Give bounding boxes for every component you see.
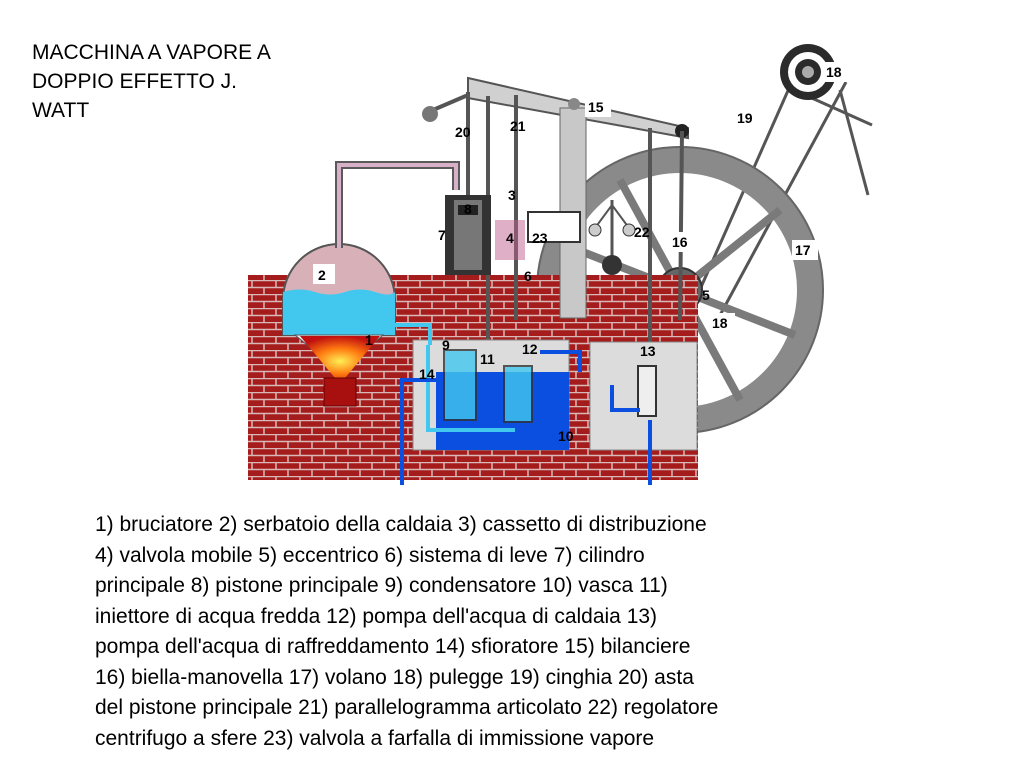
label-13: 13	[640, 343, 656, 359]
label-4: 4	[506, 230, 514, 246]
label-18-lower: 18	[712, 315, 728, 331]
label-22: 22	[634, 224, 650, 240]
label-5: 5	[702, 287, 710, 303]
label-17: 17	[795, 242, 811, 258]
label-20: 20	[455, 124, 471, 140]
legend-line: del pistone principale 21) parallelogramma articolato 22) regolatore	[95, 696, 719, 719]
label-21: 21	[510, 118, 526, 134]
label-10: 10	[558, 428, 574, 444]
label-7: 7	[438, 227, 446, 243]
label-23: 23	[532, 230, 548, 246]
label-9: 9	[442, 337, 450, 353]
label-11: 11	[480, 351, 495, 367]
label-12: 12	[522, 341, 538, 357]
governor	[589, 200, 635, 275]
label-3: 3	[508, 187, 516, 203]
label-19: 19	[737, 110, 753, 126]
legend-line: iniettore di acqua fredda 12) pompa dell'acqua di caldaia 13)	[95, 604, 658, 628]
legend-line: 1) bruciatore 2) serbatoio della caldaia 3) cassetto di distribuzione	[95, 513, 707, 536]
label-14: 14	[419, 366, 435, 382]
title-line: DOPPIO EFFETTO J.	[32, 70, 237, 93]
label-2: 2	[318, 267, 326, 283]
label-8: 8	[464, 201, 472, 217]
label-18-upper: 18	[826, 64, 842, 80]
legend-line: 16) biella-manovella 17) volano 18) pulegge 19) cinghia 20) asta	[95, 665, 694, 689]
legend-line: 4) valvola mobile 5) eccentrico 6) sistema di leve 7) cilindro	[95, 543, 645, 567]
legend-line: principale 8) pistone principale 9) condensatore 10) vasca 11)	[95, 574, 668, 597]
title-line: MACCHINA A VAPORE A	[32, 41, 271, 64]
title-line: WATT	[32, 99, 90, 122]
legend-line: pompa dell'acqua di raffreddamento 14) sfioratore 15) bilanciere	[95, 635, 691, 658]
label-6: 6	[524, 268, 532, 284]
label-1: 1	[365, 332, 373, 348]
legend-text	[95, 510, 885, 754]
legend-line: centrifugo a sfere 23) valvola a farfalla di immissione vapore	[95, 726, 655, 750]
label-16: 16	[672, 234, 688, 250]
label-15: 15	[588, 99, 604, 115]
